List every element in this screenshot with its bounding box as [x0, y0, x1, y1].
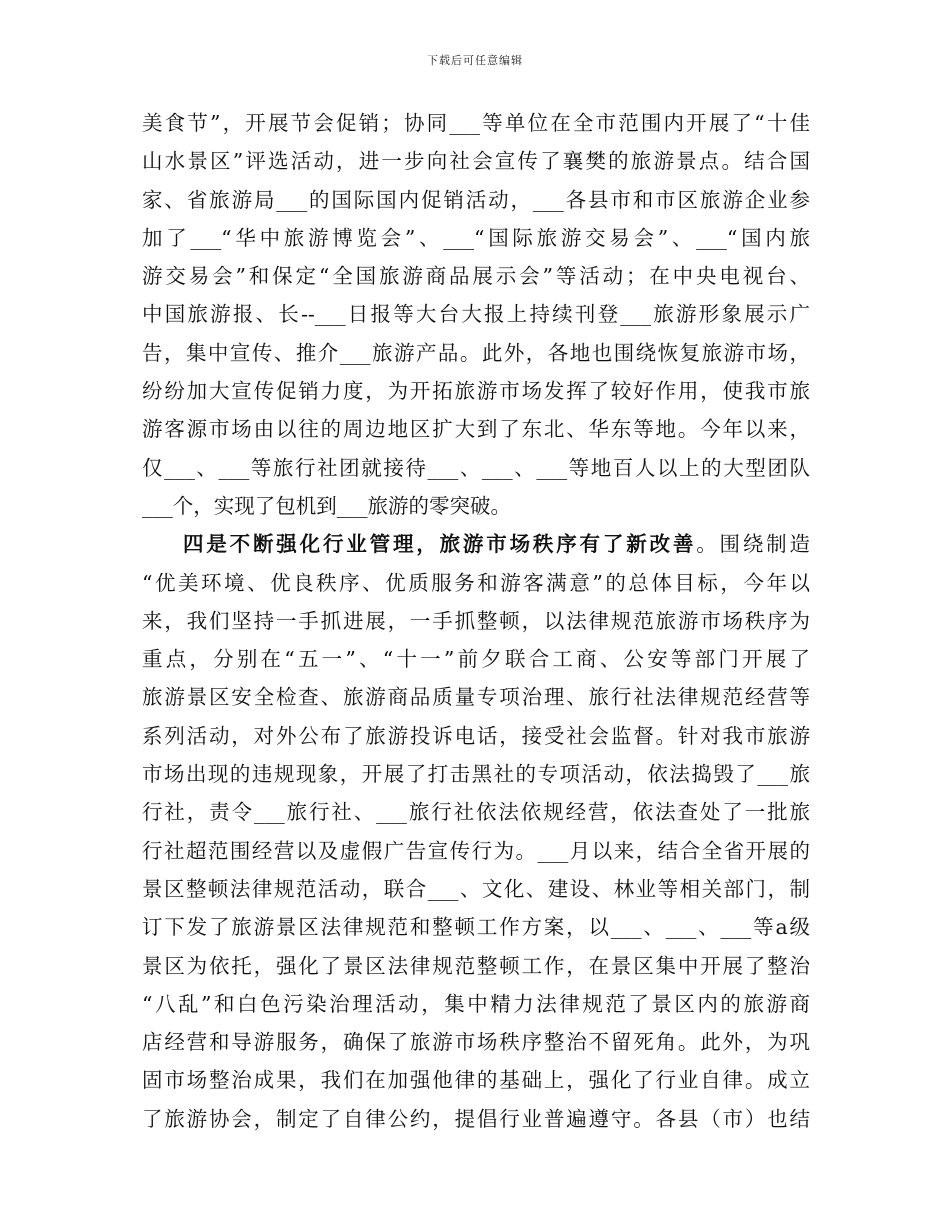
text-line: 景区整顿法律规范活动，联合___、文化、建设、林业等相关部门，制	[142, 876, 810, 901]
text-line: 加了___“华中旅游博览会”、___“国际旅游交易会”、___“国内旅	[142, 225, 810, 250]
text-line: 游客源市场由以往的周边地区扩大到了东北、华东等地。今年以来，	[142, 417, 810, 442]
text-line: 行社，责令___旅行社、___旅行社依法依规经营，依法查处了一批旅	[142, 800, 810, 825]
document-body	[142, 104, 810, 1138]
text-line: 店经营和导游服务，确保了旅游市场秩序整治不留死角。此外，为巩	[142, 1030, 810, 1055]
paragraph-heading: 四是不断强化行业管理，旅游市场秩序有了新改善	[183, 532, 697, 557]
text-line: 游交易会”和保定“全国旅游商品展示会”等活动；在中央电视台、	[142, 264, 810, 289]
text-line: 行社超范围经营以及虚假广告宣传行为。___月以来，结合全省开展的	[142, 838, 810, 863]
text-line: 来，我们坚持一手抓进展，一手抓整顿，以法律规范旅游市场秩序为	[142, 608, 810, 633]
text-line: 山水景区”评选活动，进一步向社会宣传了襄樊的旅游景点。结合国	[142, 149, 810, 174]
text-line: 固市场整治成果，我们在加强他律的基础上，强化了行业自律。成立	[142, 1068, 810, 1093]
text-line: 市场出现的违规现象，开展了打击黑社的专项活动，依法捣毁了___旅	[142, 762, 810, 787]
text-line: “优美环境、优良秩序、优质服务和游客满意”的总体目标，今年以	[142, 570, 810, 595]
text-line: 仅___、___等旅行社团就接待___、___、___等地百人以上的大型团队	[142, 455, 810, 480]
text-line: 美食节”，开展节会促销；协同___等单位在全市范围内开展了“十佳	[142, 111, 810, 135]
text-line: 景区为依托，强化了景区法律规范整顿工作，在景区集中开展了整治	[142, 953, 810, 978]
text-line: 订下发了旅游景区法律规范和整顿工作方案，以___、___、___等a级	[142, 915, 810, 940]
text-line: 重点，分别在“五一”、“十一”前夕联合工商、公安等部门开展了	[142, 647, 810, 672]
page-header: 下载后可任意编辑	[427, 54, 523, 67]
text-line: 旅游景区安全检查、旅游商品质量专项治理、旅行社法律规范经营等	[142, 685, 810, 710]
text-line: ___个，实现了包机到___旅游的零突破。	[142, 493, 511, 518]
paragraph-2-first-line	[142, 525, 810, 563]
text-line: 系列活动，对外公布了旅游投诉电话，接受社会监督。针对我市旅游	[142, 723, 810, 748]
paragraph-1	[142, 104, 810, 525]
text-line: 纷纷加大宣传促销力度，为开拓旅游市场发挥了较好作用，使我市旅	[142, 379, 810, 404]
text-line: 中国旅游报、长--___日报等大台大报上持续刊登___旅游形象展示广	[142, 302, 810, 327]
text-line: 家、省旅游局___的国际国内促销活动，___各县市和市区旅游企业参	[142, 187, 810, 212]
text-line: 了旅游协会，制定了自律公约，提倡行业普遍遵守。各县（市）也结	[142, 1106, 810, 1131]
paragraph-2	[142, 525, 810, 1138]
text-line: 告，集中宣传、推介___旅游产品。此外，各地也围绕恢复旅游市场，	[142, 340, 810, 365]
text-line: “八乱”和白色污染治理活动，集中精力法律规范了景区内的旅游商	[142, 991, 810, 1016]
text-fragment: 。围绕制造	[696, 532, 811, 557]
